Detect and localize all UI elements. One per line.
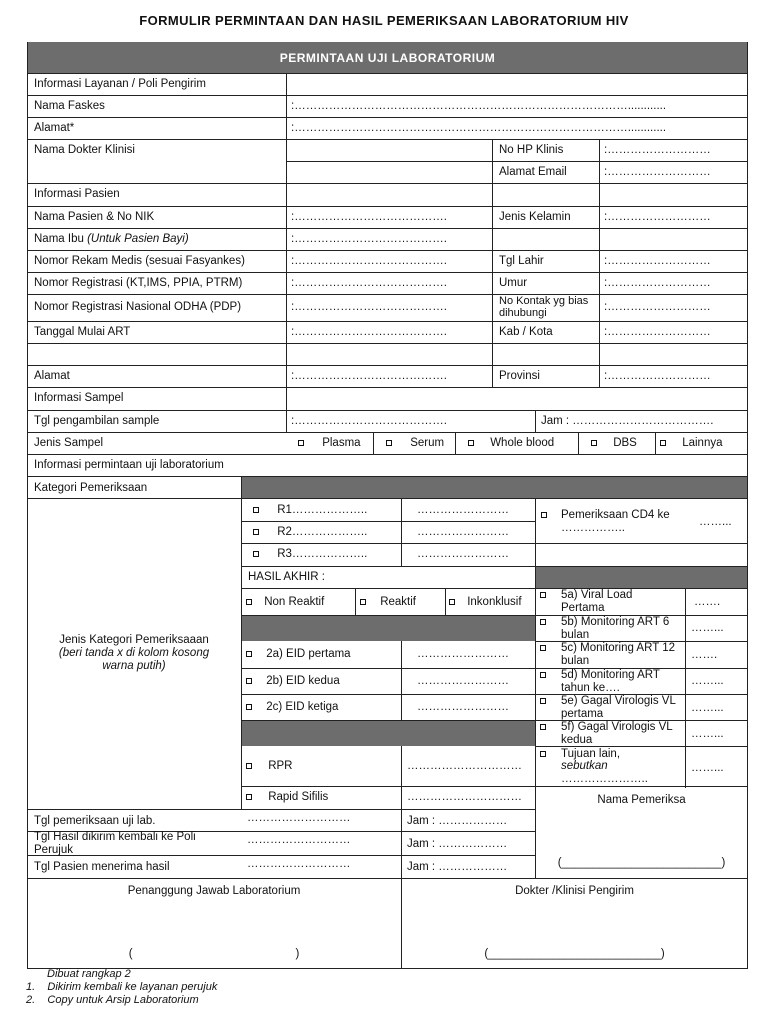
checkbox-icon[interactable] <box>253 529 259 535</box>
alamat-faskes-field[interactable]: :……………………………………………………………………………............ <box>291 122 667 134</box>
checkbox-icon[interactable] <box>253 551 259 557</box>
vl-5d-label: 5d) Monitoring ART tahun ke…. <box>561 669 660 694</box>
eid-kedua-option[interactable] <box>246 675 340 688</box>
sample-label: Plasma <box>322 437 361 449</box>
checkbox-icon[interactable] <box>468 440 474 446</box>
hasil-akhir-label: HASIL AKHIR : <box>248 571 325 583</box>
checkbox-icon[interactable] <box>298 440 304 446</box>
eid-ketiga-option[interactable] <box>246 701 338 714</box>
dokter-signature-line[interactable]: (___________________________) <box>484 948 665 960</box>
nama-pemeriksa-label: Nama Pemeriksa <box>597 794 686 806</box>
reaktif-label: Reaktif <box>380 596 416 608</box>
tgl-sample-field[interactable]: :…………………………………. <box>291 415 447 427</box>
no-registrasi-field[interactable]: :…………………………………. <box>291 277 447 289</box>
footer-note-1: Dibuat rangkap 2 <box>47 968 131 980</box>
non-reaktif-label: Non Reaktif <box>264 596 325 608</box>
eid-label: 2a) EID pertama <box>266 648 351 660</box>
checkbox-icon[interactable] <box>246 678 252 684</box>
checkbox-icon[interactable] <box>449 599 455 605</box>
checkbox-icon[interactable] <box>246 651 252 657</box>
umur-label: Umur <box>499 277 528 289</box>
checkbox-icon[interactable] <box>540 751 546 757</box>
vl-5d-result[interactable]: ……... <box>691 675 724 687</box>
no-kontak-field[interactable]: :……………………… <box>604 301 711 313</box>
footer-note-2: 1. Dikirim kembali ke layanan perujuk <box>26 981 218 993</box>
r2-option[interactable] <box>253 526 367 539</box>
sample-label: Whole blood <box>490 437 555 449</box>
jenis-sampel-label: Jenis Sampel <box>34 437 104 449</box>
checkbox-icon[interactable] <box>360 599 366 605</box>
nama-pasien-field[interactable]: :…………………………………. <box>291 211 447 223</box>
pemeriksa-signature-line[interactable]: (_________________________) <box>557 857 726 869</box>
vl-5c-label: 5c) Monitoring ART 12 bulan <box>561 642 675 667</box>
vl-5c-result[interactable]: ……. <box>691 649 718 661</box>
r3-label: R3……………….. <box>277 548 368 560</box>
kategori-header-fill <box>241 477 748 498</box>
checkbox-icon[interactable] <box>540 592 546 598</box>
vl-5f-option[interactable] <box>540 721 549 734</box>
kab-kota-label: Kab / Kota <box>499 326 553 338</box>
vl-5e-label: 5e) Gagal Virologis VL pertama <box>561 695 676 720</box>
jam-sample-field[interactable]: Jam : ………………………………. <box>541 415 714 427</box>
no-kontak-label: No Kontak yg bias dihubungi <box>499 295 589 319</box>
cd4-option[interactable] <box>541 509 550 522</box>
checkbox-icon[interactable] <box>591 440 597 446</box>
nama-ibu-field[interactable]: :…………………………………. <box>291 233 447 245</box>
tujuan-result[interactable]: ……... <box>691 762 724 774</box>
rekam-medis-field[interactable]: :…………………………………. <box>291 255 447 267</box>
checkbox-icon[interactable] <box>386 440 392 446</box>
tgl-sample-label: Tgl pengambilan sample <box>34 415 160 427</box>
provinsi-field[interactable]: :……………………… <box>604 370 711 382</box>
nama-pasien-label: Nama Pasien & No NIK <box>34 211 155 223</box>
eid-pertama-result[interactable]: …………………… <box>417 648 509 660</box>
rpr-option[interactable] <box>246 760 292 773</box>
umur-field[interactable]: :……………………… <box>604 277 711 289</box>
sample-option-serum[interactable] <box>386 437 444 450</box>
vl-5b-label: 5b) Monitoring ART 6 bulan <box>561 616 670 641</box>
tujuan-field[interactable]: ………………….. <box>561 773 648 785</box>
nama-faskes-field[interactable]: :……………………………………………………………………………............ <box>291 100 667 112</box>
cd4-label: Pemeriksaan CD4 ke …………….. <box>561 509 670 534</box>
tujuan-label: Tujuan lain, <box>561 748 621 760</box>
nama-ibu-label: Nama Ibu (Untuk Pasien Bayi) <box>34 233 189 245</box>
no-odha-label: Nomor Registrasi Nasional ODHA (PDP) <box>34 301 242 313</box>
eid-header-fill <box>241 615 535 641</box>
r3-result[interactable]: …………………… <box>417 548 509 560</box>
alamat-star-label: Alamat* <box>34 122 75 134</box>
checkbox-icon[interactable] <box>246 704 252 710</box>
nama-dokter-label: Nama Dokter Klinisi <box>34 144 135 156</box>
jenis-kategori-note: (beri tanda x di kolom kosong warna putih) <box>58 647 210 672</box>
rapid-sifilis-option[interactable] <box>246 791 328 804</box>
rpr-label: RPR <box>268 760 293 772</box>
tgl-terima-label: Tgl Pasien menerima hasil <box>34 861 170 873</box>
checkbox-icon[interactable] <box>660 440 666 446</box>
jenis-kategori-label: Jenis Kategori Pemeriksaaan <box>59 634 209 646</box>
vl-5c-option[interactable] <box>540 642 549 655</box>
tgl-periksa-jam[interactable]: Jam : ……………… <box>407 815 508 827</box>
tgl-hasil-jam[interactable]: Jam : ……………… <box>407 838 508 850</box>
checkbox-icon[interactable] <box>246 794 252 800</box>
alamat-email-field[interactable]: :……………………… <box>604 166 711 178</box>
tgl-lahir-label: Tgl Lahir <box>499 255 544 267</box>
rpr-result[interactable]: ………………………… <box>407 760 522 772</box>
vl-5e-result[interactable]: ……... <box>691 702 724 714</box>
vl-5b-result[interactable]: ……... <box>691 622 724 634</box>
kab-kota-field[interactable]: :……………………… <box>604 326 711 338</box>
tgl-art-label: Tanggal Mulai ART <box>34 326 131 338</box>
rekam-medis-label: Nomor Rekam Medis (sesuai Fasyankes) <box>34 255 245 267</box>
rpr-header-fill <box>241 720 535 746</box>
tgl-periksa-label: Tgl pemeriksaan uji lab. <box>34 815 156 827</box>
eid-ketiga-result[interactable]: …………………… <box>417 701 509 713</box>
penanggung-signature-line[interactable]: ( ) <box>128 948 300 960</box>
vl-5b-option[interactable] <box>540 616 549 629</box>
tgl-hasil-label: Tgl Hasil dikirim kembali ke Poli Perujuk <box>34 831 196 856</box>
r1-label: R1……………….. <box>277 504 368 516</box>
rapid-sifilis-label: Rapid Sifilis <box>268 791 329 803</box>
tgl-art-field[interactable]: :…………………………………. <box>291 326 447 338</box>
tgl-lahir-field[interactable]: :……………………… <box>604 255 711 267</box>
dokter-pengirim-label: Dokter /Klinisi Pengirim <box>515 885 634 897</box>
sample-label: DBS <box>613 437 637 449</box>
jenis-kelamin-field[interactable]: :……………………… <box>604 211 711 223</box>
reaktif-option[interactable] <box>360 596 416 609</box>
form-title: FORMULIR PERMINTAAN DAN HASIL PEMERIKSAAN LABORATORIUM HIV <box>139 13 629 28</box>
no-hp-label: No HP Klinis <box>499 144 564 156</box>
penanggung-label: Penanggung Jawab Laboratorium <box>127 885 301 897</box>
sample-option-plasma[interactable] <box>298 437 361 450</box>
checkbox-icon[interactable] <box>540 672 546 678</box>
nama-faskes-label: Nama Faskes <box>34 100 105 112</box>
inkonklusif-option[interactable] <box>449 596 522 609</box>
r1-result[interactable]: …………………… <box>417 504 509 516</box>
vl-5d-option[interactable] <box>540 669 549 682</box>
sample-option-dbs[interactable] <box>591 437 637 450</box>
non-reaktif-option[interactable] <box>246 596 324 609</box>
info-layanan-heading: Informasi Layanan / Poli Pengirim <box>34 78 206 90</box>
vl-5f-result[interactable]: ……... <box>691 728 724 740</box>
tgl-terima-field[interactable]: ……………………… <box>247 858 351 870</box>
tgl-periksa-field[interactable]: ……………………… <box>247 812 351 824</box>
kategori-label: Kategori Pemeriksaan <box>34 482 148 494</box>
vl-5e-option[interactable] <box>540 695 549 708</box>
no-hp-field[interactable]: :……………………… <box>604 144 711 156</box>
no-registrasi-label: Nomor Registrasi (KT,IMS, PPIA, PTRM) <box>34 277 243 289</box>
r1-option[interactable] <box>253 504 367 517</box>
checkbox-icon[interactable] <box>246 599 252 605</box>
checkbox-icon[interactable] <box>540 619 546 625</box>
checkbox-icon[interactable] <box>540 645 546 651</box>
eid-kedua-result[interactable]: …………………… <box>417 675 509 687</box>
vl-5a-option[interactable] <box>540 589 549 602</box>
r2-label: R2……………….. <box>277 526 368 538</box>
vl-5a-label: 5a) Viral Load Pertama <box>561 589 633 614</box>
checkbox-icon[interactable] <box>541 512 547 518</box>
vl-5f-label: 5f) Gagal Virologis VL kedua <box>561 721 673 746</box>
eid-label: 2c) EID ketiga <box>266 701 339 713</box>
inkonklusif-label: Inkonklusif <box>467 596 522 608</box>
tujuan-label-sebutkan: sebutkan <box>561 760 608 772</box>
eid-label: 2b) EID kedua <box>266 675 340 687</box>
info-pasien-heading: Informasi Pasien <box>34 188 120 200</box>
alamat-email-label: Alamat Email <box>499 166 567 178</box>
r2-result[interactable]: …………………… <box>417 526 509 538</box>
checkbox-icon[interactable] <box>253 507 259 513</box>
tgl-hasil-field[interactable]: ……………………… <box>247 834 351 846</box>
sample-label: Serum <box>410 437 445 449</box>
checkbox-icon[interactable] <box>246 763 252 769</box>
checkbox-icon[interactable] <box>540 724 546 730</box>
section-title: PERMINTAAN UJI LABORATORIUM <box>279 51 496 65</box>
jenis-kelamin-label: Jenis Kelamin <box>499 211 571 223</box>
r3-option[interactable] <box>253 548 367 561</box>
vl-header-fill <box>535 566 748 588</box>
sample-label: Lainnya <box>682 437 723 449</box>
info-permintaan-heading: Informasi permintaan uji laboratorium <box>34 459 224 471</box>
provinsi-label: Provinsi <box>499 370 540 382</box>
info-sampel-heading: Informasi Sampel <box>34 392 124 404</box>
no-odha-field[interactable]: :…………………………………. <box>291 301 447 313</box>
tujuan-option[interactable] <box>540 748 549 761</box>
footer-note-3: 2. Copy untuk Arsip Laboratorium <box>26 994 199 1006</box>
eid-pertama-option[interactable] <box>246 648 351 661</box>
rapid-sifilis-result[interactable]: ………………………… <box>407 791 522 803</box>
sample-option-lainnya[interactable] <box>660 437 723 450</box>
sample-option-whole-blood[interactable] <box>468 437 554 450</box>
cd4-result[interactable]: ……... <box>699 516 732 528</box>
alamat-label: Alamat <box>34 370 70 382</box>
vl-5a-result[interactable]: ……. <box>694 596 721 608</box>
checkbox-icon[interactable] <box>540 698 546 704</box>
alamat-field[interactable]: :…………………………………. <box>291 370 447 382</box>
tgl-terima-jam[interactable]: Jam : ……………… <box>407 861 508 873</box>
